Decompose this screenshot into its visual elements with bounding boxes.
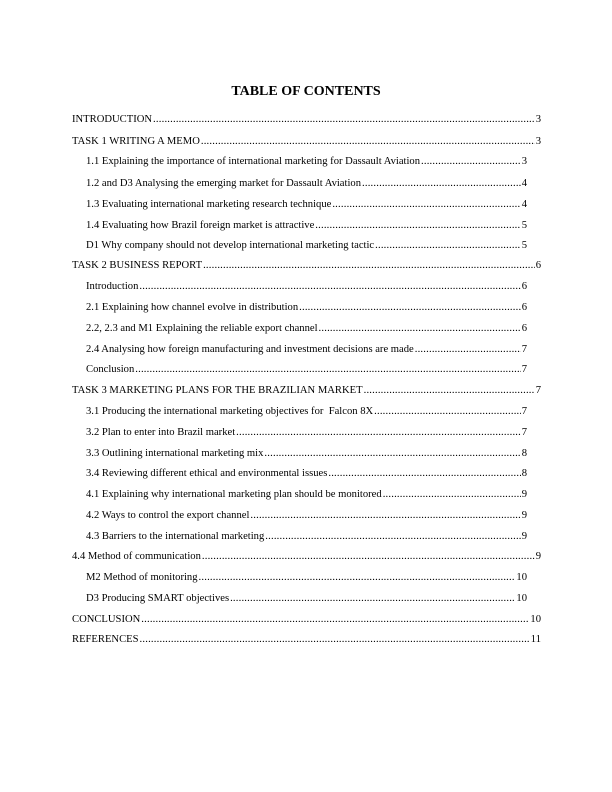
toc-entry-label: 3.1 Producing the international marketing objectives for Falcon 8X [86,406,374,417]
toc-entry-page: 6 [521,323,527,334]
toc-entry-page: 10 [516,593,527,604]
dot-leader [201,135,535,149]
toc-entry-label: TASK 1 WRITING A MEMO [72,136,200,147]
toc-entry-label: 3.2 Plan to enter into Brazil market [86,427,236,438]
toc-entry-task2[interactable] [72,259,541,273]
dot-leader [265,530,520,544]
dot-leader [250,509,520,523]
toc-entry-page: 3 [535,114,541,125]
dot-leader [328,467,520,481]
toc-entry-3-2[interactable] [86,426,527,440]
toc-entry-4-2[interactable] [86,509,527,523]
dot-leader [139,280,520,294]
dot-leader [202,550,535,564]
toc-entry-3-4[interactable] [86,467,527,481]
toc-entry-label: 3.4 Reviewing different ethical and environmental issues [86,468,328,479]
dot-leader [383,488,521,502]
dot-leader [230,592,515,606]
toc-entry-label: 4.3 Barriers to the international marketing [86,531,265,542]
toc-entry-page: 3 [535,136,541,147]
toc-entry-label: D1 Why company should not develop international marketing tactic [86,240,375,251]
toc-entry-task2-introduction[interactable] [86,280,527,294]
toc-entry-4-4[interactable] [72,550,541,564]
toc-entry-1-1[interactable] [86,155,527,169]
toc-entry-label: 4.2 Ways to control the export channel [86,510,250,521]
dot-leader [362,177,521,191]
toc-entry-label: Introduction [86,281,139,292]
dot-leader [415,343,521,357]
toc-entry-task2-conclusion[interactable] [86,363,527,377]
dot-leader [374,405,521,419]
toc-entry-2-2[interactable] [86,322,527,336]
dot-leader [140,633,530,647]
toc-entry-label: TASK 2 BUSINESS REPORT [72,260,203,271]
toc-entry-m2[interactable] [86,571,527,585]
toc-entry-label: 4.4 Method of communication [72,551,201,562]
dot-leader [199,571,516,585]
toc-entry-4-3[interactable] [86,530,527,544]
toc-entry-page: 8 [521,448,527,459]
toc-entry-page: 11 [530,634,541,645]
toc-entry-page: 10 [516,572,527,583]
dot-leader [264,447,520,461]
toc-entry-3-1[interactable] [86,405,527,419]
dot-leader [315,219,520,233]
dot-leader [153,113,535,127]
toc-entry-page: 9 [521,531,527,542]
toc-entry-introduction[interactable] [72,113,541,127]
toc-entry-page: 5 [521,220,527,231]
toc-entry-page: 7 [535,385,541,396]
toc-entry-label: TASK 3 MARKETING PLANS FOR THE BRAZILIAN MARKET [72,385,363,396]
toc-entry-label: 1.2 and D3 Analysing the emerging market for Dassault Aviation [86,178,361,189]
toc-entry-1-2[interactable] [86,177,527,191]
dot-leader [203,259,535,273]
toc-entry-page: 3 [521,156,527,167]
toc-entry-label: M2 Method of monitoring [86,572,198,583]
toc-entry-task3[interactable] [72,384,541,398]
toc-entry-page: 8 [521,468,527,479]
toc-entry-label: REFERENCES [72,634,139,645]
toc-entry-page: 6 [535,260,541,271]
toc-entry-page: 5 [521,240,527,251]
toc-entry-page: 9 [521,510,527,521]
toc-entry-label: 2.4 Analysing how foreign manufacturing and investment decisions are made [86,344,414,355]
toc-entry-label: 3.3 Outlining international marketing mix [86,448,264,459]
toc-entry-page: 7 [521,364,527,375]
toc-entry-d1[interactable] [86,239,527,253]
dot-leader [135,363,520,377]
toc-entry-label: 4.1 Explaining why international marketing plan should be monitored [86,489,382,500]
toc-entry-label: 2.1 Explaining how channel evolve in distribution [86,302,299,313]
toc-entry-page: 7 [521,344,527,355]
dot-leader [236,426,521,440]
toc-entry-page: 10 [530,614,541,625]
toc-entry-d3[interactable] [86,592,527,606]
toc-entry-label: Conclusion [86,364,135,375]
toc-entry-conclusion[interactable] [72,613,541,627]
toc-entry-page: 6 [521,302,527,313]
dot-leader [375,239,521,253]
toc-entry-label: 2.2, 2.3 and M1 Explaining the reliable export channel [86,323,318,334]
dot-leader [319,322,521,336]
toc-entry-page: 4 [521,199,527,210]
toc-entry-label: 1.3 Evaluating international marketing research technique [86,199,332,210]
dot-leader [299,301,521,315]
dot-leader [364,384,535,398]
dot-leader [421,155,521,169]
toc-entry-references[interactable] [72,633,541,647]
toc-entry-2-4[interactable] [86,343,527,357]
toc-entry-page: 7 [521,406,527,417]
toc-entry-1-3[interactable] [86,198,527,212]
toc-title: TABLE OF CONTENTS [231,84,381,99]
toc-entry-label: D3 Producing SMART objectives [86,593,230,604]
toc-entry-label: CONCLUSION [72,614,141,625]
toc-entry-label: INTRODUCTION [72,114,153,125]
toc-entry-page: 9 [535,551,541,562]
toc-entry-2-1[interactable] [86,301,527,315]
toc-entry-task1[interactable] [72,135,541,149]
toc-entry-1-4[interactable] [86,219,527,233]
toc-entry-label: 1.1 Explaining the importance of international marketing for Dassault Aviation [86,156,421,167]
toc-entry-label: 1.4 Evaluating how Brazil foreign market is attractive [86,220,315,231]
dot-leader [332,198,520,212]
toc-entry-3-3[interactable] [86,447,527,461]
toc-entry-4-1[interactable] [86,488,527,502]
toc-entry-page: 6 [521,281,527,292]
toc-entry-page: 7 [521,427,527,438]
toc-entry-page: 9 [521,489,527,500]
toc-entry-page: 4 [521,178,527,189]
dot-leader [141,613,529,627]
